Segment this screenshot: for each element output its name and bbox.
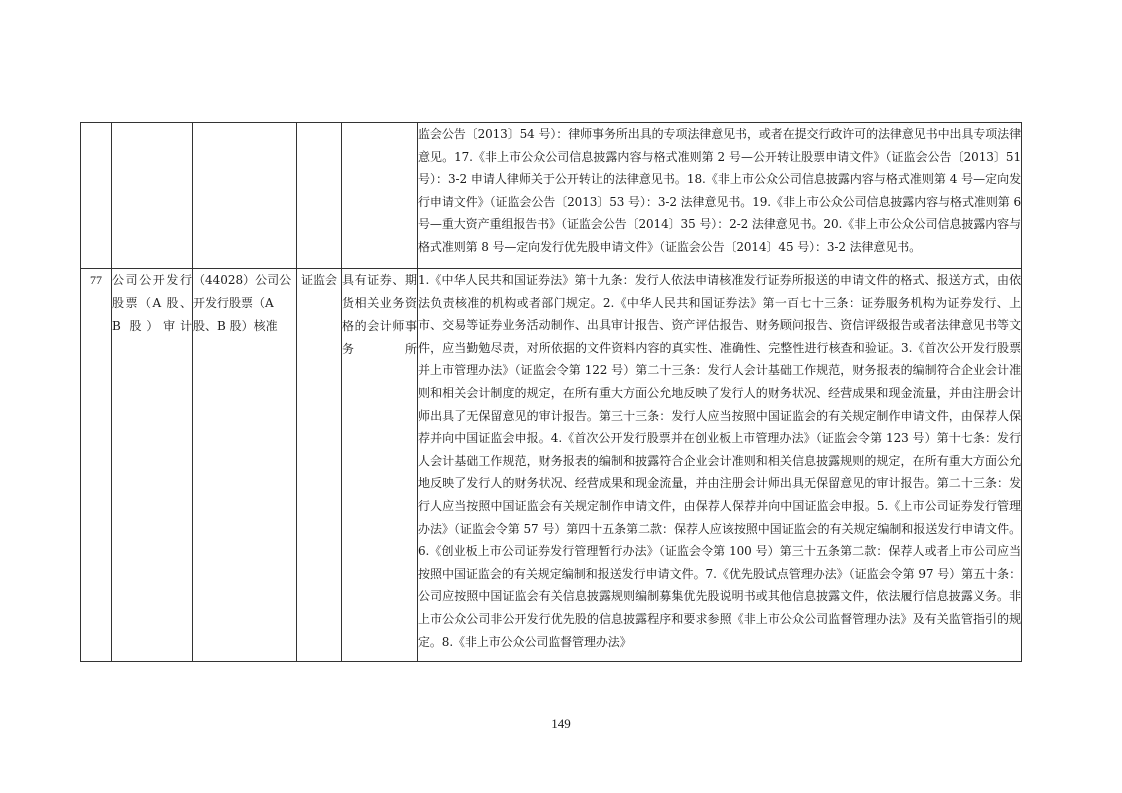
approval-item-cell — [193, 123, 297, 269]
service-name-cell — [112, 123, 193, 269]
qualification-cell: 具有证券、期货相关业务资格的会计师事务所 — [342, 269, 418, 662]
department-cell — [297, 123, 342, 269]
row-number-cell: 77 — [81, 269, 112, 662]
approval-item-cell: （44028）公司公开发行股票（A 股、B 股）核准 — [193, 269, 297, 662]
legal-basis-cell: 监会公告〔2013〕54 号）：律师事务所出具的专项法律意见书，或者在提交行政许可的法律意见书中出具专项法律意见。17.《非上市公众公司信息披露内容与格式准则第 2 号—公开转让股票申请文件》（证监会公告〔2013〕51 号）：3-2 申请人律师关于公开转让的法律意见书。18.《非上市公众公司信息披露内容与格式准则第 4 号—定向发行申请文件》（证监会公告〔2013〕53 号）：3-2 法律意见书。19.《非上市公众公司信息披露内容与格式准则第 6 号—重大资产重组报告书》（证监会公告〔2014〕35 号）：2-2 法律意见书。20.《非上市公众公司信息披露内容与格式准则第 8 号—定向发行优先股申请文件》（证监会公告〔2014〕45 号）：3-2 法律意见书。 — [418, 123, 1022, 269]
row-number-cell — [81, 123, 112, 269]
table-row — [81, 269, 1022, 662]
service-name-cell: 公司公开发行股票（A 股、B 股）审计 — [112, 269, 193, 662]
department-cell: 证监会 — [297, 269, 342, 662]
qualification-cell — [342, 123, 418, 269]
page-number: 149 — [551, 716, 571, 731]
legal-basis-cell: 1.《中华人民共和国证券法》第十九条：发行人依法申请核准发行证券所报送的申请文件的格式、报送方式，由依法负责核准的机构或者部门规定。2.《中华人民共和国证券法》第一百七十三条：证券服务机构为证券发行、上市、交易等证券业务活动制作、出具审计报告、资产评估报告、财务顾问报告、资信评级报告或者法律意见书等文件，应当勤勉尽责，对所依据的文件资料内容的真实性、准确性、完整性进行核查和验证。3.《首次公开发行股票并上市管理办法》（证监会令第 122 号）第二十三条：发行人会计基础工作规范，财务报表的编制符合企业会计准则和相关会计制度的规定，在所有重大方面公允地反映了发行人的财务状况、经营成果和现金流量，并由注册会计师出具了无保留意见的审计报告。第三十三条：发行人应当按照中国证监会的有关规定制作申请文件，由保荐人保荐并向中国证监会申报。4.《首次公开发行股票并在创业板上市管理办法》（证监会令第 123 号）第十七条：发行人会计基础工作规范，财务报表的编制和披露符合企业会计准则和相关信息披露规则的规定，在所有重大方面公允地反映了发行人的财务状况、经营成果和现金流量，并由注册会计师出具无保留意见的审计报告。第二十三条：发行人应当按照中国证监会有关规定制作申请文件，由保荐人保荐并向中国证监会申报。5.《上市公司证券发行管理办法》（证监会令第 57 号）第四十五条第二款：保荐人应该按照中国证监会的有关规定编制和报送发行申请文件。6.《创业板上市公司证券发行管理暂行办法》（证监会令第 100 号）第三十五条第二款：保荐人或者上市公司应当按照中国证监会的有关规定编制和报送发行申请文件。7.《优先股试点管理办法》（证监会令第 97 号）第五十条：公司应按照中国证监会有关信息披露规则编制募集优先股说明书或其他信息披露文件，依法履行信息披露义务。非上市公众公司非公开发行优先股的信息披露程序和要求参照《非上市公众公司监督管理办法》及有关监管指引的规定。8.《非上市公众公司监督管理办法》 — [418, 269, 1022, 662]
regulation-table — [80, 122, 1022, 662]
table-row — [81, 123, 1022, 269]
